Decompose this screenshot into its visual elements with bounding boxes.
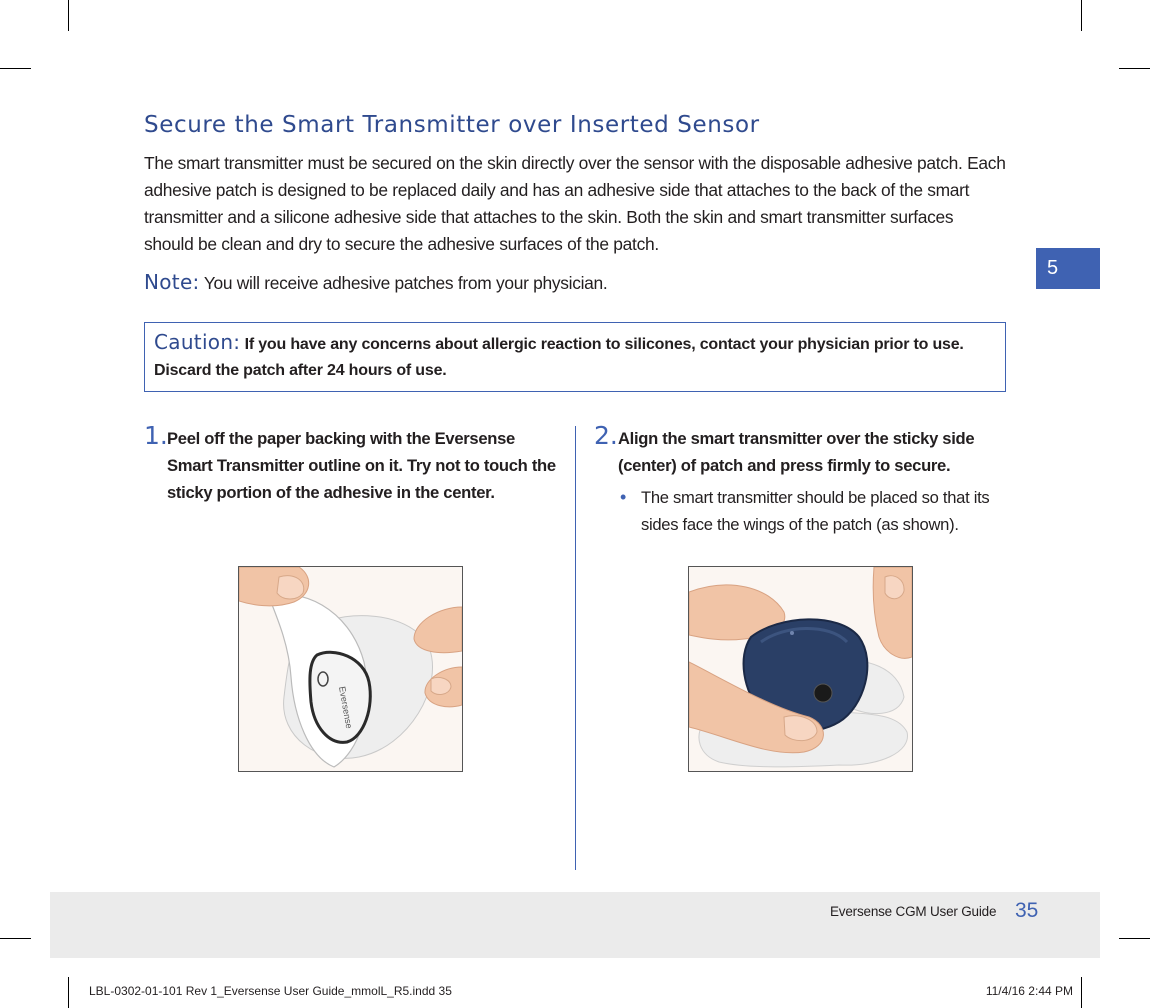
svg-text:Eversense: Eversense — [337, 685, 355, 730]
figure-peel-backing — [238, 566, 463, 772]
peel-backing-illustration — [239, 567, 462, 771]
step-text: Peel off the paper backing with the Eversense Smart Transmitter outline on it. Try not to touch the sticky portion of the adhesive in the center. — [167, 429, 556, 502]
note-text: You will receive adhesive patches from your physician. — [203, 273, 608, 293]
note — [144, 270, 607, 294]
crop-mark — [1081, 977, 1082, 1008]
step-bullet — [620, 484, 1013, 538]
footer-guide-name: Eversense CGM User Guide — [830, 904, 997, 919]
crop-mark — [0, 68, 31, 69]
crop-mark — [1081, 0, 1082, 31]
bullet-text: The smart transmitter should be placed so that its sides face the wings of the patch (as shown). — [641, 488, 990, 534]
caution-box — [144, 322, 1006, 392]
note-label: Note: — [144, 270, 200, 294]
print-slug-file: LBL-0302-01-101 Rev 1_Eversense User Guide_mmolL_R5.indd 35 — [89, 984, 452, 998]
caution-text: If you have any concerns about allergic reaction to silicones, contact your physician prior to use. Discard the patch after 24 hours of use. — [154, 336, 964, 379]
section-title: Secure the Smart Transmitter over Inserted Sensor — [144, 112, 760, 138]
bullet-icon: • — [620, 487, 627, 507]
footer-band — [50, 892, 1100, 958]
step-number: 1. — [144, 421, 168, 450]
crop-mark — [68, 977, 69, 1008]
crop-mark — [68, 0, 69, 31]
crop-mark — [0, 938, 31, 939]
chapter-tab: 5 — [1036, 248, 1100, 289]
intro-paragraph: The smart transmitter must be secured on the skin directly over the sensor with the disposable adhesive patch. Each adhesive patch is designed to be replaced daily and has an adhesive side that attaches to the back of the smart transmitter and a silicone adhesive side that attaches to the skin. Both the skin and smart transmitter surfaces should be clean and dry to secure the adhesive surfaces of the patch. — [144, 153, 1006, 254]
print-slug-date: 11/4/16 2:44 PM — [985, 984, 1073, 998]
crop-mark — [1119, 938, 1150, 939]
column-divider — [575, 426, 576, 870]
crop-mark — [1119, 68, 1150, 69]
figure-press-transmitter — [688, 566, 913, 772]
step-text: Align the smart transmitter over the sticky side (center) of patch and press firmly to secure. — [618, 429, 975, 475]
page-number: 35 — [1015, 899, 1039, 922]
press-transmitter-illustration — [689, 567, 912, 771]
step-number: 2. — [594, 421, 618, 450]
caution-label: Caution: — [154, 330, 241, 354]
